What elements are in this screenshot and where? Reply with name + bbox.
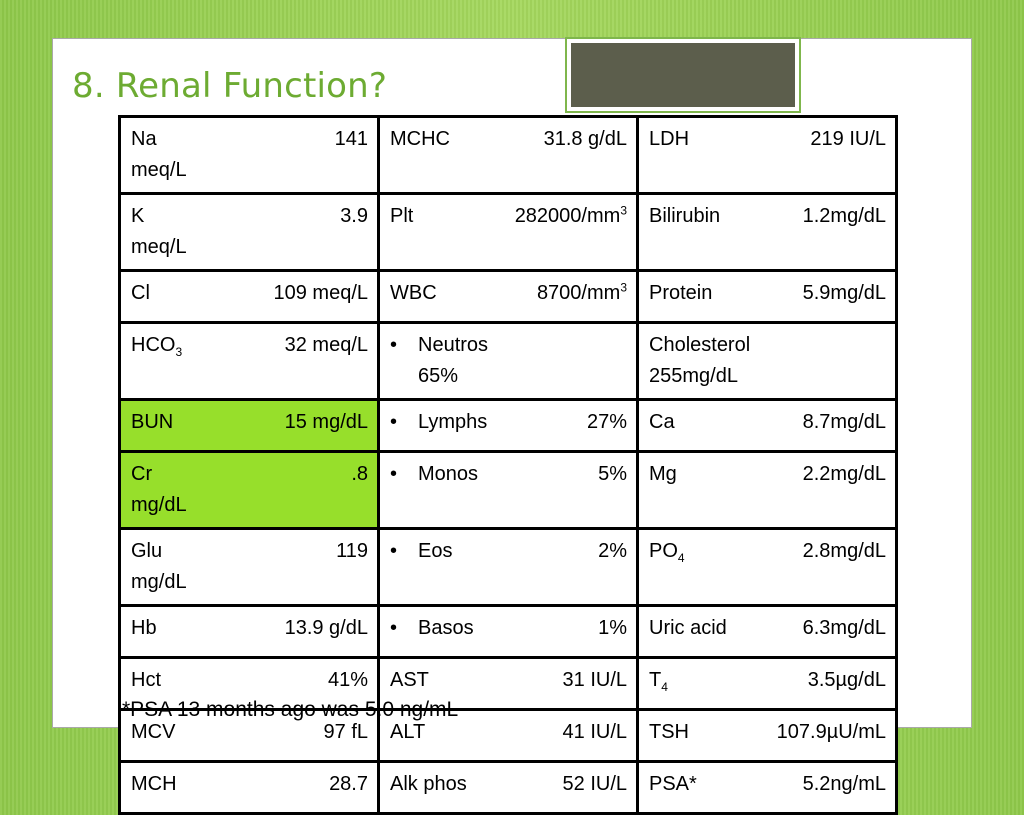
- lab-name: PO: [649, 540, 678, 562]
- lab-line: [649, 717, 886, 748]
- lab-name-wrap: [390, 201, 413, 232]
- lab-name-wrap: [649, 769, 697, 800]
- lab-value-wrap: [803, 769, 886, 800]
- lab-value-wrap: [285, 407, 368, 438]
- lab-line: [131, 407, 368, 438]
- lab-value-wrap: [803, 278, 886, 309]
- slide-title: 8. Renal Function?: [72, 66, 388, 106]
- lab-name-sub: [175, 345, 182, 359]
- bullet-icon: •: [390, 617, 398, 639]
- lab-cell: [638, 529, 897, 606]
- lab-value: 41 IU/L: [562, 721, 627, 743]
- lab-value: 5%: [598, 463, 627, 485]
- lab-value: 141: [334, 128, 368, 150]
- lab-value-wrap: [285, 613, 368, 644]
- bullet-text-inner: [418, 330, 488, 392]
- lab-name: Lymphs: [418, 411, 488, 433]
- lab-name: Alk phos: [390, 773, 467, 795]
- lab-name: TSH: [649, 721, 689, 743]
- lab-cell: [638, 762, 897, 814]
- lab-value-wrap: [803, 201, 886, 232]
- lab-value: 5.9mg/dL: [802, 282, 886, 304]
- lab-cell: [120, 400, 379, 452]
- table-row: [120, 606, 897, 658]
- bullet-line: [390, 407, 627, 438]
- lab-value: 1.2mg/dL: [802, 205, 886, 227]
- decorative-frame-fill: [571, 43, 795, 107]
- lab-name-wrap: [390, 278, 437, 309]
- lab-name: Monos: [418, 463, 479, 485]
- lab-name: Hb: [131, 617, 157, 639]
- lab-name: Mg: [649, 463, 677, 485]
- table-row: [120, 271, 897, 323]
- lab-value: 282000/mm: [514, 205, 621, 227]
- bullet-text: [418, 536, 627, 567]
- lab-line: [131, 769, 368, 800]
- lab-name: Na: [131, 128, 157, 150]
- psa-footnote: *PSA 13 months ago was 5.0 ng/mL: [122, 698, 459, 721]
- lab-cell: [120, 271, 379, 323]
- lab-unit: meq/L: [131, 236, 187, 258]
- bullet-icon: •: [390, 411, 398, 433]
- lab-name: Ca: [649, 411, 675, 433]
- lab-line: [649, 769, 886, 800]
- lab-value: 31.8 g/dL: [543, 128, 627, 150]
- lab-name-subscript: 4: [661, 680, 668, 694]
- bullet-text-inner: [418, 613, 474, 644]
- bullet-icon: •: [390, 463, 398, 485]
- lab-cell: [638, 452, 897, 529]
- lab-unit: mg/dL: [131, 494, 187, 516]
- lab-name: K: [131, 205, 145, 227]
- lab-value-wrap: [336, 536, 368, 567]
- lab-name: WBC: [390, 282, 437, 304]
- lab-value: 28.7: [329, 773, 368, 795]
- lab-name-wrap: [131, 769, 177, 800]
- lab-name: BUN: [131, 411, 174, 433]
- lab-cell: [379, 400, 638, 452]
- lab-cell: [379, 194, 638, 271]
- lab-value-superscript: 3: [620, 203, 627, 218]
- lab-line: [131, 613, 368, 644]
- bullet-line: [390, 536, 627, 567]
- lab-name-wrap: [131, 124, 157, 155]
- lab-cell: [120, 194, 379, 271]
- lab-name-sub: [661, 680, 668, 694]
- lab-cell: [379, 762, 638, 814]
- lab-name: Uric acid: [649, 617, 727, 639]
- lab-cell: [638, 194, 897, 271]
- lab-line: [390, 278, 627, 309]
- lab-cell: [120, 452, 379, 529]
- lab-value: .8: [351, 463, 368, 485]
- lab-name-wrap: [649, 407, 675, 438]
- lab-name-wrap: [390, 665, 429, 696]
- lab-line: [131, 278, 368, 309]
- lab-cell: [638, 271, 897, 323]
- lab-value-wrap: [563, 665, 627, 696]
- lab-value: 8700/mm: [536, 282, 621, 304]
- bullet-line: [390, 459, 627, 490]
- lab-name-wrap: [649, 459, 677, 490]
- lab-value: 52 IU/L: [562, 773, 627, 795]
- lab-name-wrap: [649, 278, 712, 309]
- bullet-text-inner: [418, 459, 478, 490]
- lab-unit: meq/L: [131, 159, 187, 181]
- lab-value-wrap: [351, 459, 368, 490]
- lab-name-wrap: [131, 665, 161, 696]
- lab-name: AST: [390, 669, 429, 691]
- lab-name-wrap: [390, 124, 450, 155]
- table-row: [120, 117, 897, 194]
- lab-name: Glu: [131, 540, 163, 562]
- lab-line: [649, 124, 886, 155]
- lab-name: MCHC: [390, 128, 450, 150]
- lab-cell: [379, 271, 638, 323]
- lab-value-wrap: [340, 201, 368, 232]
- lab-value-wrap: [285, 330, 368, 361]
- lab-value-wrap: [803, 459, 886, 490]
- lab-cell: [638, 658, 897, 710]
- lab-line: [390, 665, 627, 696]
- lab-name-wrap: [649, 536, 685, 567]
- lab-line: [131, 459, 368, 490]
- lab-line: [649, 201, 886, 232]
- lab-name-wrap: [390, 769, 467, 800]
- lab-value-wrap: [803, 613, 886, 644]
- lab-value-sup: [620, 203, 627, 217]
- lab-name-wrap: [131, 278, 150, 309]
- lab-value-wrap: [537, 278, 627, 309]
- lab-name-wrap: [649, 124, 689, 155]
- lab-name: Basos: [418, 617, 474, 639]
- lab-name: Hct: [131, 669, 161, 691]
- table-row: [120, 452, 897, 529]
- lab-name: Protein: [649, 282, 713, 304]
- bullet-text: [418, 459, 627, 490]
- lab-cell: [379, 529, 638, 606]
- lab-name: MCH: [131, 773, 177, 795]
- lab-line: [390, 769, 627, 800]
- lab-cell: [638, 400, 897, 452]
- lab-value: 219 IU/L: [810, 128, 886, 150]
- lab-line: [649, 459, 886, 490]
- bullet-line: [390, 613, 627, 644]
- lab-name: Cr: [131, 463, 153, 485]
- lab-value-wrap: 65%: [418, 365, 459, 387]
- lab-name: Bilirubin: [649, 205, 721, 227]
- lab-value: 107.9µU/mL: [776, 721, 886, 743]
- bullet-text: [418, 407, 627, 438]
- lab-value: 2.2mg/dL: [802, 463, 886, 485]
- lab-cell: [638, 606, 897, 658]
- lab-line: [390, 201, 627, 232]
- lab-name-sub: [678, 551, 685, 565]
- lab-name-wrap: [649, 613, 727, 644]
- lab-value-wrap: [563, 769, 627, 800]
- lab-cell: [638, 117, 897, 194]
- lab-name-wrap: [649, 665, 668, 696]
- lab-cell: [120, 323, 379, 400]
- lab-line: [390, 124, 627, 155]
- lab-line: [649, 407, 886, 438]
- lab-value-wrap: [808, 665, 886, 696]
- table-row: [120, 323, 897, 400]
- lab-value: 97 fL: [323, 721, 368, 743]
- lab-cell: [638, 323, 897, 400]
- lab-name-wrap: [131, 201, 144, 232]
- lab-cell: [120, 606, 379, 658]
- lab-value: 2.8mg/dL: [802, 540, 886, 562]
- lab-value: 3.9: [340, 205, 368, 227]
- lab-value: 2%: [598, 540, 627, 562]
- lab-value: 3.5µg/dL: [807, 669, 886, 691]
- lab-unit: 255mg/dL: [649, 365, 738, 387]
- bullet-icon: •: [390, 540, 398, 562]
- lab-value: 31 IU/L: [562, 669, 627, 691]
- lab-value: 41%: [327, 669, 368, 691]
- lab-line: [649, 665, 886, 696]
- lab-line: [649, 278, 886, 309]
- lab-value: 5.2ng/mL: [802, 773, 886, 795]
- lab-name-wrap: [131, 407, 173, 438]
- bullet-line: [390, 330, 627, 392]
- lab-value-wrap: [335, 124, 368, 155]
- lab-cell: [379, 606, 638, 658]
- lab-value-wrap: [544, 124, 627, 155]
- lab-value-wrap: [803, 407, 886, 438]
- bullet-text: [418, 330, 627, 392]
- lab-name-wrap: [131, 613, 157, 644]
- lab-value-wrap: [273, 278, 368, 309]
- lab-name-subscript: 4: [677, 551, 685, 565]
- table-row: [120, 529, 897, 606]
- bullet-text-inner: [418, 536, 452, 567]
- lab-value-wrap: [803, 536, 886, 567]
- lab-value-wrap: [810, 124, 886, 155]
- lab-line: [131, 201, 368, 232]
- lab-value: 6.3mg/dL: [802, 617, 886, 639]
- lab-name: MCV: [131, 721, 176, 743]
- lab-line: [131, 330, 368, 361]
- lab-line: [649, 330, 886, 361]
- lab-cell: [379, 117, 638, 194]
- lab-value-wrap: [563, 717, 627, 748]
- lab-line: [131, 124, 368, 155]
- bullet-icon: •: [390, 334, 398, 356]
- lab-name: T: [649, 669, 662, 691]
- lab-line: [649, 613, 886, 644]
- bullet-text: [418, 613, 627, 644]
- lab-cell: [379, 452, 638, 529]
- lab-name-wrap: [131, 459, 152, 490]
- lab-name: ALT: [390, 721, 426, 743]
- lab-value-sup: [620, 280, 627, 294]
- lab-cell: [379, 323, 638, 400]
- lab-name-wrap: [649, 201, 720, 232]
- lab-value: 15 mg/dL: [284, 411, 368, 433]
- lab-name-wrap: [131, 330, 182, 361]
- table-row: [120, 194, 897, 271]
- lab-name: PSA*: [649, 773, 697, 795]
- lab-value-wrap: [328, 665, 368, 696]
- lab-value: 109 meq/L: [273, 282, 368, 304]
- lab-value-wrap: [777, 717, 886, 748]
- lab-name-subscript: 3: [175, 345, 183, 359]
- lab-name: Neutros: [418, 334, 489, 356]
- lab-cell: [120, 117, 379, 194]
- lab-name: HCO: [131, 334, 176, 356]
- lab-line: [131, 665, 368, 696]
- table-row: [120, 762, 897, 814]
- lab-value: 8.7mg/dL: [802, 411, 886, 433]
- lab-name: LDH: [649, 128, 690, 150]
- lab-value: 32 meq/L: [284, 334, 368, 356]
- lab-line: [649, 536, 886, 567]
- lab-value: 1%: [598, 617, 627, 639]
- lab-line: [131, 536, 368, 567]
- decorative-frame: [565, 37, 801, 113]
- lab-value: 119: [336, 540, 368, 562]
- lab-name: Cholesterol: [649, 334, 751, 356]
- table-row: [120, 400, 897, 452]
- lab-value-wrap: [329, 769, 368, 800]
- lab-value: 27%: [586, 411, 627, 433]
- lab-unit: mg/dL: [131, 571, 187, 593]
- lab-name-wrap: [131, 536, 162, 567]
- lab-name: Cl: [131, 282, 150, 304]
- lab-name: Eos: [418, 540, 453, 562]
- lab-name-wrap: [649, 717, 689, 748]
- lab-value-wrap: [515, 201, 627, 232]
- lab-cell: [638, 710, 897, 762]
- lab-name: Plt: [390, 205, 414, 227]
- bullet-text-inner: [418, 407, 487, 438]
- lab-value: 13.9 g/dL: [284, 617, 368, 639]
- lab-cell: [120, 529, 379, 606]
- lab-cell: [120, 762, 379, 814]
- lab-value-superscript: 3: [620, 280, 627, 295]
